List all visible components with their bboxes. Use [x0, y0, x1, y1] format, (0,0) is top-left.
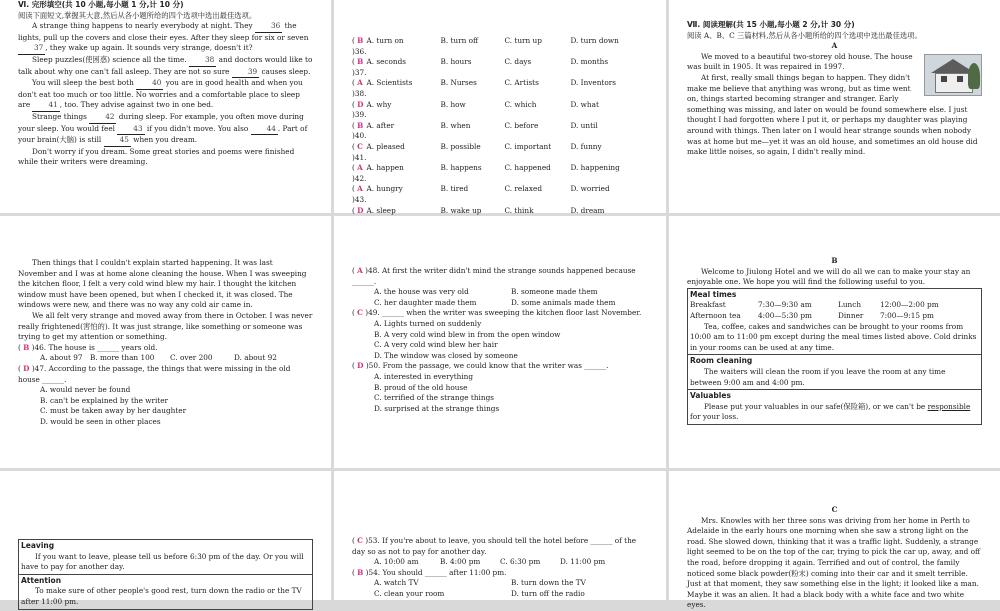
option-a: A. sleep [366, 205, 396, 215]
answer-mark: ( D [352, 205, 364, 215]
options: A. 10:00 am B. 4:00 pm C. 6:30 pm D. 11:00 pm [374, 557, 606, 567]
passage-paragraph: Then things that I couldn't explain started happening. It was last November and I was at home alone cleaning the house. When I was sweeping the kitchen floor, I felt a very cold wind blew my hair. I thought the kitchen window must have been opened, but when I checked it, it was closed. The windows were new, and there was no way any cold air came in. [18, 258, 307, 310]
valuables-cell: Valuables Please put your valuables in our safe(保险箱), or we can't be responsible for your loss. [688, 390, 982, 425]
hotel-info-table [687, 288, 982, 425]
answer-mark: A [357, 266, 363, 275]
section-instruction: 阅读 A、B、C 三篇材料,然后从各小题所给的四个选项中选出最佳选项。 [687, 30, 922, 40]
cloze-paragraph: Strange things 42 during sleep. For example, you often move during your sleep. You would feel 43 if you didn't move. You also 44 . Part of your brain(大脑) is still 45 when you dream. [18, 112, 313, 147]
option-c: C. before [504, 120, 539, 130]
blank-41: 41 [32, 100, 59, 112]
blank-36: 36 [255, 21, 282, 33]
option-a: A. hungry [366, 184, 403, 194]
options: A. Lights turned on suddenly B. A very cold wind blew in from the open window C. A very cold wind blew her hair D. The window was closed by someone [374, 318, 561, 360]
option-d: D. what [570, 99, 599, 109]
question-54: ( B )54. You should ______ after 11:00 pm. [352, 567, 507, 577]
option-a: A. turn on [366, 36, 404, 45]
cloze-question-row [352, 57, 648, 78]
reading-c-panel [669, 471, 1000, 610]
blank-39: 39 [232, 67, 259, 79]
cloze-question-row [352, 142, 648, 163]
option-a: A. after [366, 120, 395, 130]
room-cleaning-cell: Room cleaning The waiters will clean the room if you leave the room at any time between 9:00 am and 4:00 pm. [688, 355, 982, 390]
reading-a-continued-panel [0, 216, 331, 468]
reading-b-questions-panel [334, 471, 666, 600]
option-c: C. Artists [504, 78, 539, 88]
reading-a-panel [669, 0, 1000, 213]
option-c: C. days [504, 57, 532, 67]
answer-mark: ( D )39. [352, 99, 367, 120]
hotel-info-table [18, 539, 313, 610]
option-b: B. wake up [440, 205, 482, 215]
hotel-intro: Welcome to Jiulong Hotel and we will do all we can to make your stay an enjoyable one. We hope you will find the following useful to you. [687, 266, 971, 287]
options: A. watch TV B. turn down the TV C. clean your room D. turn off the radio [374, 578, 586, 598]
option-d: D. months [570, 57, 609, 67]
blank-44: 44 [251, 124, 278, 136]
question-53: ( C )53. If you're about to leave, you should tell the hotel before ______ of the day so as not to pay for another day. [352, 536, 637, 556]
section-instruction: 阅读下面短文,掌握其大意,然后从各小题所给的四个选项中选出最佳选项。 [18, 10, 257, 20]
question-47: ( D )47. According to the passage, the things that were missing in the old house ______. [18, 363, 291, 384]
option-b: B. happens [440, 163, 482, 173]
option-a: A. pleased [366, 141, 405, 151]
blank-38: 38 [189, 55, 216, 67]
option-b: B. tired [440, 184, 469, 194]
passage-paragraph: At first, really small things began to happen. They didn't make me believe that anything was wrong, but as time went on, things started becoming stranger and stranger. Early something was missing, and later on would be found somewhere else. I just thought I had forgotten where I put it, or perhaps my daughter was playing around with things. Then later on I would hear strange sounds when nobody was at home but me—yet it was an old house, and sometimes an old house did make little noises, so again, I didn't really mind. [687, 72, 978, 157]
option-d: D. turn down [570, 36, 619, 45]
section-heading: Ⅶ. 阅读理解(共 15 小题,每小题 2 分,计 30 分) [687, 20, 855, 29]
option-c: C. relaxed [504, 184, 543, 194]
cloze-question-row [352, 163, 648, 184]
passage-paragraph: Mrs. Knowles with her three sons was driving from her home in Perth to Adelaide in the early hours one morning when she saw a strong light on the road. She slowed down, thinking that it was a traffic light. Suddenly, a strange light seemed to be on the top of the car, trying to pick the car up, away, and off the road, before dropping it again. Terrified and out of control, the family noticed some black powder(粉末) coming into their car and it smelt terrible. Just at that moment, they saw something else in the light; it looked like a man. Maybe it was an alien. It had a black body with a white face and two white eyes. [687, 515, 981, 610]
option-a: A. seconds [366, 57, 407, 67]
question-50: ( D )50. From the passage, we could know that the writer was ______. [352, 361, 609, 371]
cloze-question-row [352, 36, 648, 57]
question-49: ( C )49. ______ when the writer was sweeping the kitchen floor last November. [352, 308, 642, 318]
answer-mark: D [357, 361, 364, 371]
cloze-question-row [352, 100, 648, 121]
option-d: D. dream [570, 205, 605, 215]
option-d: D. Inventors [570, 78, 616, 88]
option-c: C. important [504, 141, 552, 151]
passage-paragraph: We all felt very strange and moved away from there in October. I was never really frightened(害怕的). It was just strange, like something or someone was trying to get my attention or something. [18, 310, 313, 342]
option-a: A. Scientists [366, 78, 413, 88]
option-b: B. when [440, 120, 471, 130]
option-d: D. funny [570, 141, 602, 151]
option-b: B. Nurses [440, 78, 477, 88]
cloze-paragraph: Don't worry if you dream. Some great stories and poems were finished while their writers were dreaming. [18, 146, 295, 167]
answer-mark: ( A )43. [352, 184, 367, 204]
option-b: B. hours [440, 57, 472, 67]
answer-mark: C [357, 536, 363, 545]
reading-b-panel [669, 216, 1000, 468]
blank-42: 42 [89, 112, 116, 124]
answer-mark: ( B )37. [352, 57, 367, 77]
reading-a-questions-panel [334, 216, 666, 468]
answer-mark: B [23, 342, 30, 352]
passage-paragraph: We moved to a beautiful two-storey old house. The house was built in 1905. It was repaired in 1997. [687, 51, 913, 72]
option-c: C. happened [504, 163, 551, 173]
section-heading: Ⅵ. 完形填空(共 10 小题,每小题 1 分,计 10 分) [18, 0, 184, 9]
option-a: A. happen [366, 163, 404, 173]
blank-45: 45 [104, 135, 131, 147]
answer-mark: ( C )41. [352, 141, 367, 162]
cloze-passage-panel [0, 0, 331, 213]
cloze-question-row [352, 78, 648, 99]
options: A. about 97 B. more than 100 C. over 200 D. about 92 [40, 353, 277, 363]
option-b: B. turn off [440, 36, 479, 45]
answer-mark: D [23, 363, 30, 373]
answer-mark: ( B )36. [352, 36, 367, 56]
option-a: A. why [366, 99, 392, 109]
meal-times-cell: Meal times Breakfast 7:30—9:30 am Lunch 12:00—2:00 pm Afternoon tea 4:00—5:30 pm Dinner 7:00—9:15 pm Tea, coffee, cakes and sandwiches can be brought to your rooms from 10:00 am to 11:00 pm except during the meal times listed above. Cold drinks in your rooms can be used at any time. [688, 288, 982, 355]
options: A. interested in everything B. proud of the old house C. terrified of the strange things D. surprised at the strange things [374, 371, 500, 413]
cloze-question-row [352, 121, 648, 142]
blank-40: 40 [136, 78, 163, 90]
options: A. would never be found B. can't be explained by the writer C. must be taken away by her daughter D. would be seen in other places [40, 385, 187, 426]
cloze-paragraph: You will sleep the best both 40 you are in good health and when you don't eat too much or too little. No worries and a comfortable place to sleep are 41 , too. They advise against two in one bed. [18, 78, 313, 112]
blank-37: 37 [18, 43, 45, 55]
attention-cell: Attention To make sure of other people's good rest, turn down the radio or the TV after 11:00 pm. [19, 574, 313, 609]
answer-mark: ( B )40. [352, 120, 367, 141]
answer-mark: C [357, 308, 363, 318]
passage-label: A [831, 41, 838, 51]
option-d: D. happening [570, 163, 620, 173]
question-46: ( B )46. The house is ______ years old. [18, 342, 158, 352]
answer-mark: ( A )42. [352, 163, 367, 183]
cloze-options-panel [334, 0, 666, 213]
reading-b-continued-panel [0, 471, 331, 606]
option-c: C. turn up [504, 36, 542, 45]
cloze-question-row [352, 184, 648, 205]
option-d: D. until [570, 120, 598, 130]
option-b: B. how [440, 99, 466, 109]
passage-label: B [831, 256, 838, 265]
option-c: C. think [504, 205, 534, 215]
passage-label: C [831, 505, 838, 514]
answer-mark: ( A )38. [352, 78, 367, 98]
cloze-paragraph: A strange thing happens to nearly everybody at night. They 36 the lights, pull up the covers and close their eyes. After they sleep for six or seven 37 , they wake up again. It sounds very strange, doesn't it? [18, 21, 313, 55]
option-c: C. which [504, 99, 537, 109]
house-photo [924, 54, 982, 96]
question-48: ( A )48. At first the writer didn't mind the strange sounds happened because ______. [352, 266, 636, 286]
option-d: D. worried [570, 184, 610, 194]
answer-mark: B [357, 567, 364, 577]
leaving-cell: Leaving If you want to leave, please tell us before 6:30 pm of the day. Or you will have to pay for another day. [19, 540, 313, 575]
options: A. the house was very old B. someone made them C. her daughter made them D. some animals made them [374, 287, 616, 307]
cloze-paragraph: Sleep puzzles(使困惑) science all the time. 38 and doctors would like to talk about why one can't fall asleep. They are not so sure 39 causes sleep. [18, 55, 313, 78]
option-b: B. possible [440, 141, 481, 151]
blank-43: 43 [117, 124, 144, 136]
